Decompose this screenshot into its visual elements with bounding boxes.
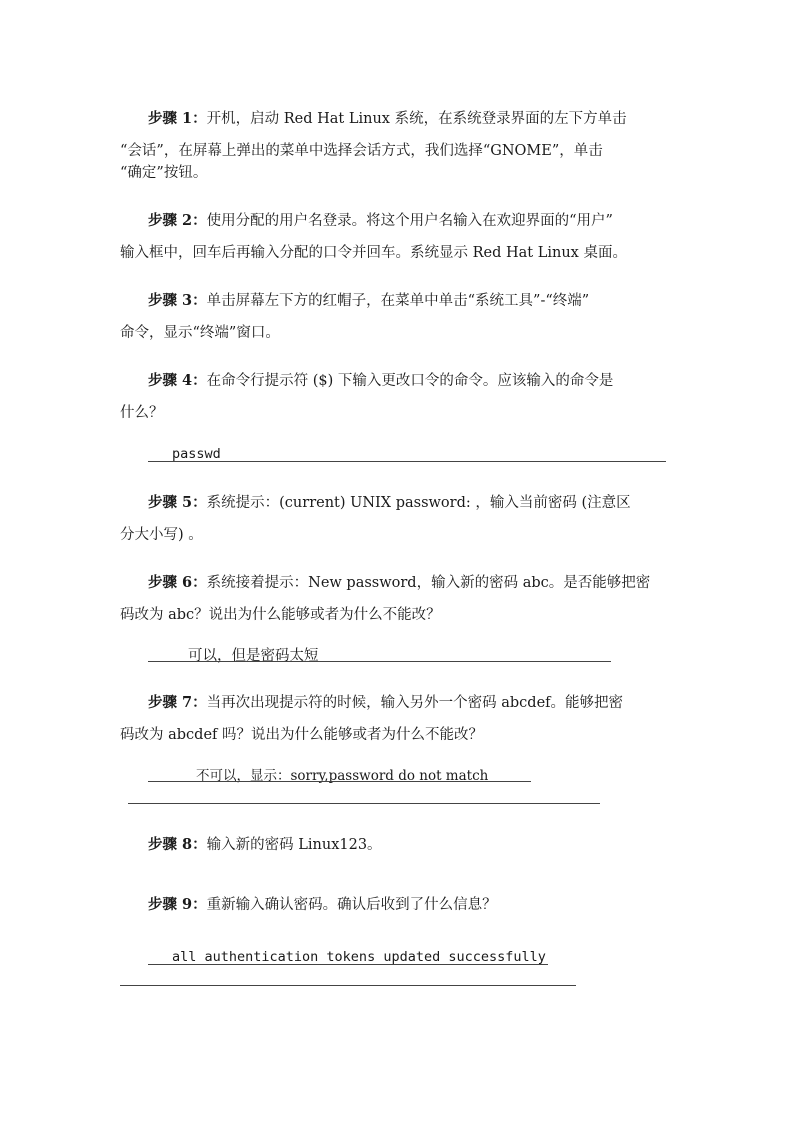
step-9-answer: all authentication tokens updated successfully: [172, 949, 546, 965]
step-5-label: 步骤 5：: [148, 494, 207, 511]
step-6-answer-line: [148, 661, 611, 662]
step-9-label: 步骤 9：: [148, 896, 207, 913]
step-9-text-1: 重新输入确认密码。确认后收到了什么信息？: [206, 897, 497, 913]
step-7-text-2: 码改为 abcdef 吗？说出为什么能够或者为什么不能改？: [120, 727, 483, 743]
step-1-label: 步骤 1：: [148, 110, 207, 127]
step-3-text-1: 单击屏幕左下方的红帽子，在菜单中单击“系统工具”-“终端”: [206, 293, 590, 309]
step-2-text-1: 使用分配的用户名登录。将这个用户名输入在欢迎界面的“用户”: [206, 213, 613, 229]
step-3-line-1: [148, 289, 589, 310]
step-7-answer-line-1: [148, 781, 531, 782]
step-8-text-1: 输入新的密码 Linux123。: [206, 837, 382, 853]
step-6-answer: 可以，但是密码太短: [188, 648, 319, 664]
step-7-line-1: [148, 691, 623, 712]
step-5-text-1: 系统提示：(current) UNIX password: ，输入当前密码 (注意区: [206, 495, 631, 511]
step-9-line-1: [148, 893, 497, 914]
step-4-line-1: [148, 369, 613, 390]
step-4-answer: passwd: [172, 446, 221, 462]
step-8-label: 步骤 8：: [148, 836, 207, 853]
step-7-answer-line-2: [128, 803, 600, 804]
step-5-text-2: 分大小写) 。: [120, 527, 203, 543]
step-4-label: 步骤 4：: [148, 372, 207, 389]
step-6-label: 步骤 6：: [148, 574, 207, 591]
step-7-label: 步骤 7：: [148, 694, 207, 711]
step-2-label: 步骤 2：: [148, 212, 207, 229]
step-6-line-1: [148, 571, 650, 592]
step-1-text-3: “确定”按钮。: [120, 165, 208, 181]
step-7-text-1: 当再次出现提示符的时候，输入另外一个密码 abcdef。能够把密: [206, 695, 624, 711]
step-1-line-1: [148, 107, 627, 128]
step-6-text-1: 系统接着提示：New password，输入新的密码 abc。是否能够把密: [206, 575, 651, 591]
step-2-line-1: [148, 209, 613, 230]
step-4-text-2: 什么？: [120, 405, 164, 421]
step-4-answer-line: [148, 461, 666, 462]
step-5-line-1: [148, 491, 631, 512]
step-3-text-2: 命令，显示“终端”窗口。: [120, 325, 280, 341]
step-2-text-2: 输入框中，回车后再输入分配的口令并回车。系统显示 Red Hat Linux 桌面。: [120, 245, 627, 261]
step-3-label: 步骤 3：: [148, 292, 207, 309]
step-7-answer: 不可以，显示：sorry,password do not match: [196, 768, 489, 784]
step-9-answer-line-1: [148, 964, 548, 965]
step-6-text-2: 码改为 abc？说出为什么能够或者为什么不能改？: [120, 607, 441, 623]
step-9-answer-line-2: [120, 985, 576, 986]
step-1-text-2: “会话”，在屏幕上弹出的菜单中选择会话方式，我们选择“GNOME”，单击: [120, 143, 603, 159]
step-8-line-1: [148, 833, 382, 854]
step-1-text-1: 开机，启动 Red Hat Linux 系统，在系统登录界面的左下方单击: [206, 111, 627, 127]
step-4-text-1: 在命令行提示符 ($) 下输入更改口令的命令。应该输入的命令是: [206, 373, 614, 389]
